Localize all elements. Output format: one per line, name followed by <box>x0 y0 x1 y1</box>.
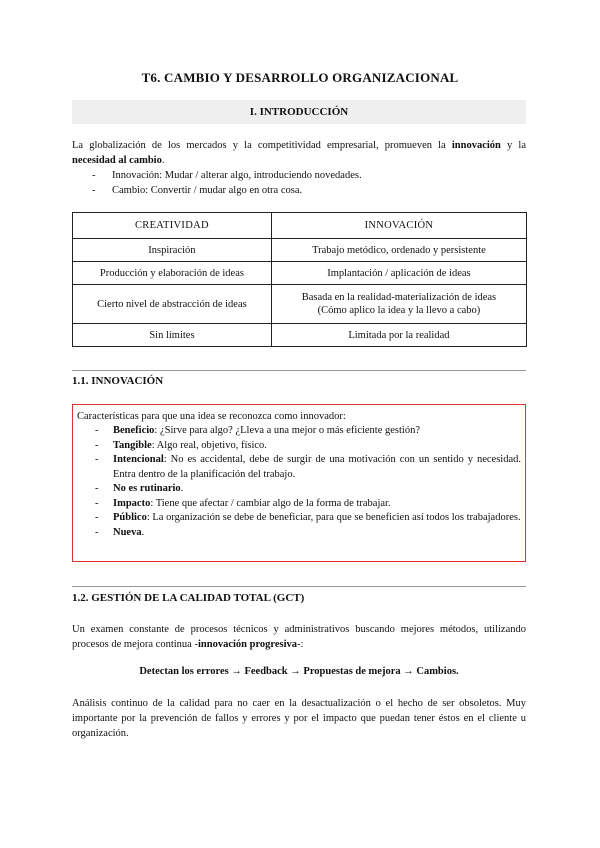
intro-text-b: y la <box>500 140 526 151</box>
list-dash: - <box>95 512 99 523</box>
item-term: Tangible <box>113 439 152 451</box>
list-dash: - <box>95 483 99 494</box>
intro-text-c: . <box>161 155 165 166</box>
item-term: Impacto <box>113 497 151 509</box>
item-description: : ¿Sirve para algo? ¿Lleva a una mejor o más eficiente gestión? <box>154 425 420 436</box>
characteristics-box <box>72 404 526 562</box>
table-cell-line: (Cómo aplico la idea y la llevo a cabo) <box>317 305 481 316</box>
item-term: Público <box>113 512 147 523</box>
table-cell-line: Basada en la realidad-materialización de ideas <box>301 292 497 303</box>
list-dash: - <box>92 185 96 196</box>
table-header-innovacion: INNOVACIÓN <box>271 213 526 239</box>
section-heading-gct: 1.2. GESTIÓN DE LA CALIDAD TOTAL (GCT) <box>72 592 305 604</box>
table-cell: Sin límites <box>73 324 272 347</box>
table-cell: Cierto nivel de abstracción de ideas <box>73 285 272 324</box>
document-title: T6. CAMBIO Y DESARROLLO ORGANIZACIONAL <box>141 70 459 85</box>
item-description: : Algo real, objetivo, físico. <box>151 439 267 451</box>
definition-list <box>72 168 526 198</box>
intro-text-a: La globalización de los mercados y la competitividad empresarial, promueven la <box>72 140 452 151</box>
table-row <box>73 285 527 324</box>
table-cell: Implantación / aplicación de ideas <box>271 262 526 285</box>
table-cell: Inspiración <box>73 239 272 262</box>
table-row <box>73 239 527 262</box>
intro-bold-innovacion: innovación <box>451 140 501 151</box>
item-term: Beneficio <box>113 425 155 436</box>
table-header-row <box>73 213 527 239</box>
list-item <box>77 453 521 482</box>
improvement-flow: Detectan los errores → Feedback → Propuestas de mejora → Cambios. <box>139 666 459 677</box>
definition-innovacion: Innovación: Mudar / alterar algo, introduciendo novedades. <box>112 170 362 181</box>
intro-paragraph <box>72 138 526 168</box>
list-item <box>77 511 521 526</box>
section-heading-introduccion: I. INTRODUCCIÓN <box>72 100 526 124</box>
section-heading-innovacion: 1.1. INNOVACIÓN <box>72 375 164 387</box>
item-description: : Tiene que afectar / cambiar algo de la forma de trabajar. <box>150 497 391 509</box>
gct-bold-innovacion-progresiva: innovación progresiva <box>197 639 298 650</box>
analysis-paragraph: Análisis continuo de la calidad para no caer en la desactualización o el hecho de ser obsoletos. Muy importante por la prevención de fallos y errores y por el impacto que puedan tener éstos en el cliente u organización. <box>72 698 526 739</box>
section-divider <box>72 586 526 587</box>
gct-paragraph <box>72 622 526 652</box>
table-cell: Producción y elaboración de ideas <box>73 262 272 285</box>
list-item <box>72 183 526 198</box>
gct-text-b: -: <box>297 639 304 650</box>
item-term: No es rutinario <box>113 483 181 494</box>
list-item <box>77 424 521 439</box>
comparison-table <box>72 212 527 347</box>
list-item <box>77 439 521 454</box>
item-term: Intencional <box>113 454 164 465</box>
item-term: Nueva <box>113 526 142 538</box>
section-divider <box>72 370 526 371</box>
item-description: . <box>141 526 145 538</box>
list-dash: - <box>92 170 96 181</box>
gct-text-a: Un examen constante de procesos técnicos y administrativos buscando mejores métodos, utilizando procesos de mejora continua - <box>72 624 526 650</box>
item-description: : La organización se debe de beneficiar, para que se beneficien así todos los trabajadores. <box>146 512 521 523</box>
table-row <box>73 324 527 347</box>
table-cell <box>271 285 526 324</box>
intro-bold-cambio: necesidad al cambio <box>72 155 162 166</box>
characteristics-intro: Características para que una idea se reconozca como innovador: <box>77 411 346 422</box>
list-dash: - <box>95 497 99 509</box>
item-description: : No es accidental, debe de surgir de una motivación con un sentido y necesidad. Entra dentro de la planificación del trabajo. <box>113 454 521 480</box>
characteristics-list <box>77 424 521 540</box>
list-dash: - <box>95 454 99 465</box>
list-item <box>77 526 521 541</box>
table-cell: Trabajo metódico, ordenado y persistente <box>271 239 526 262</box>
list-dash: - <box>95 425 99 436</box>
list-item <box>77 482 521 497</box>
item-description: . <box>180 483 184 494</box>
table-header-creatividad: CREATIVIDAD <box>73 213 272 239</box>
list-item <box>77 497 521 512</box>
definition-cambio: Cambio: Convertir / mudar algo en otra cosa. <box>112 185 303 196</box>
list-item <box>72 168 526 183</box>
table-cell: Limitada por la realidad <box>271 324 526 347</box>
table-row <box>73 262 527 285</box>
list-dash: - <box>95 526 99 538</box>
list-dash: - <box>95 439 99 451</box>
